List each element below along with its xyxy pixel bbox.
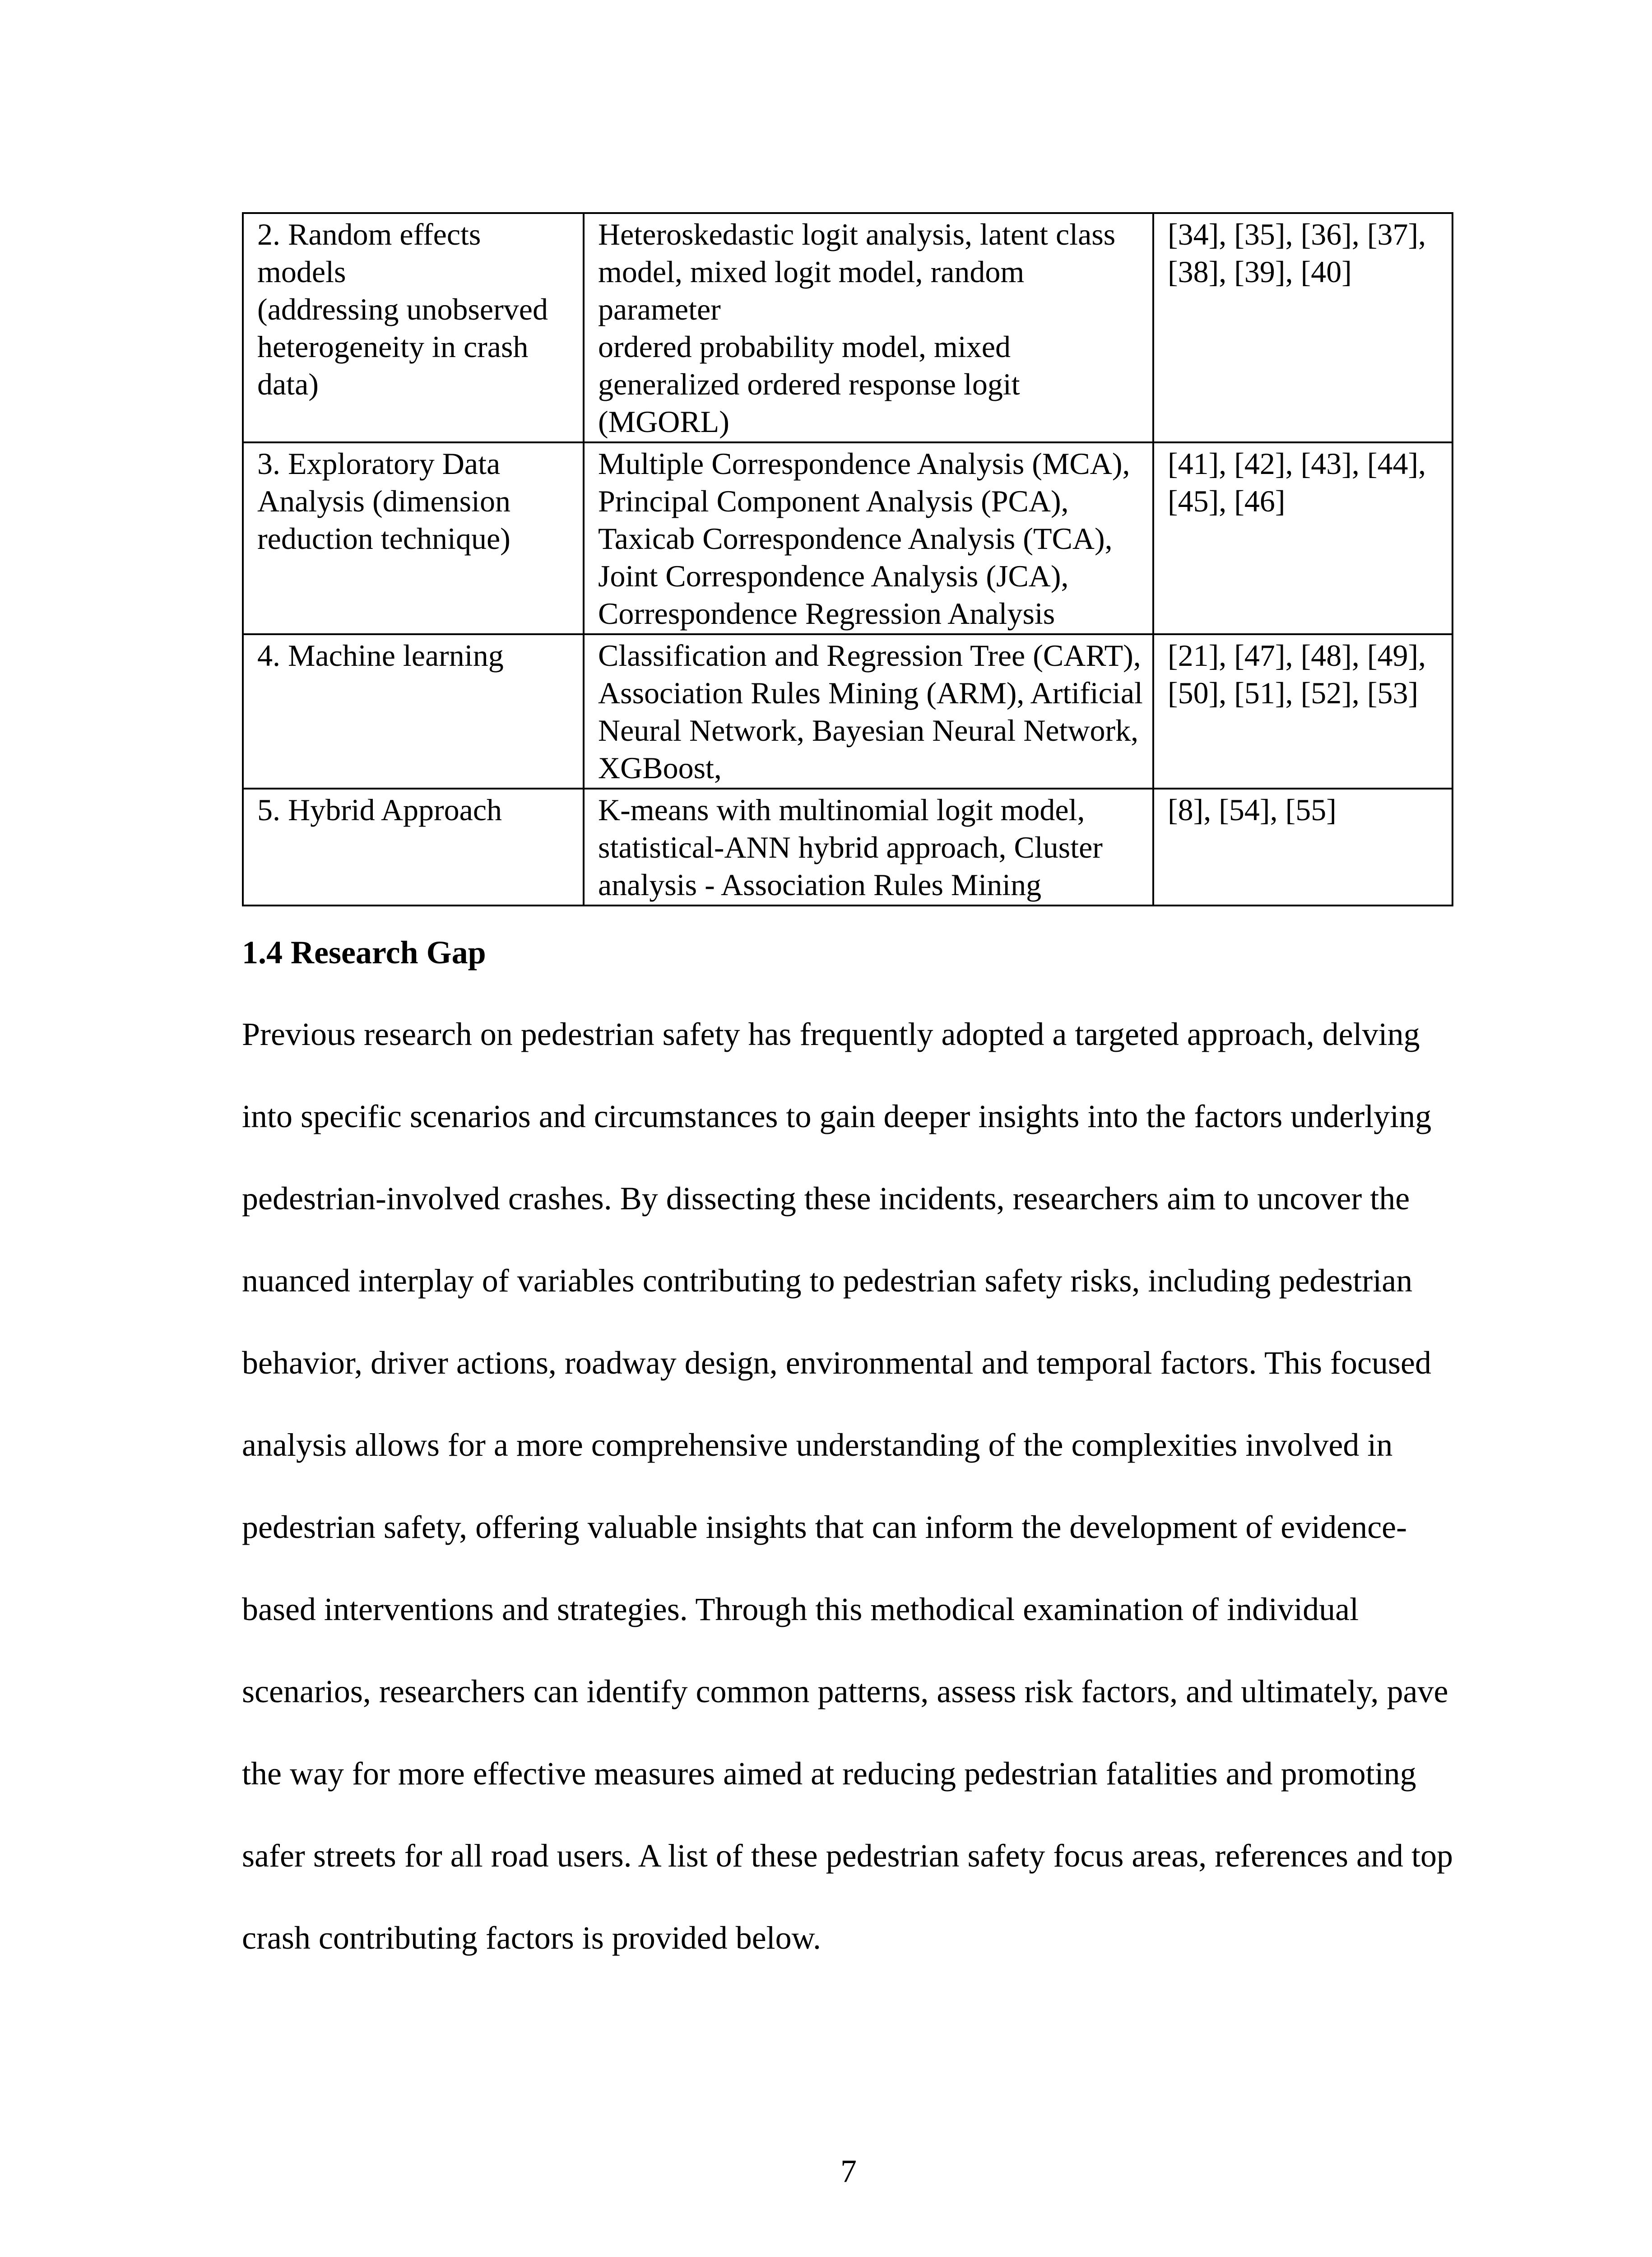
cell-line: Taxicab Correspondence Analysis (TCA),: [598, 521, 1113, 556]
table-row: [243, 442, 1452, 634]
cell-line: 3. Exploratory Data: [257, 446, 501, 481]
methods-cell: [584, 213, 1153, 442]
paragraph-line: behavior, driver actions, roadway design, environmental and temporal factors. This focused: [242, 1345, 1431, 1381]
paragraph-line: the way for more effective measures aimed at reducing pedestrian fatalities and promoting: [242, 1755, 1416, 1792]
cell-line: 4. Machine learning: [257, 638, 504, 673]
cell-line: [50], [51], [52], [53]: [1168, 676, 1419, 710]
paragraph-line: into specific scenarios and circumstances to gain deeper insights into the factors underlying: [242, 1098, 1432, 1134]
cell-line: statistical-ANN hybrid approach, Cluster: [598, 830, 1103, 864]
methods-cell: [584, 634, 1153, 789]
cell-line: Heteroskedastic logit analysis, latent class: [598, 217, 1116, 251]
paragraph-line: Previous research on pedestrian safety has frequently adopted a targeted approach, delving: [242, 1016, 1420, 1052]
references-cell: [1153, 442, 1452, 634]
methods-cell: [584, 442, 1153, 634]
table-row: [243, 789, 1452, 906]
cell-line: heterogeneity in crash: [257, 330, 529, 364]
cell-line: [34], [35], [36], [37],: [1168, 217, 1426, 251]
cell-line: [45], [46]: [1168, 484, 1285, 518]
cell-line: K-means with multinomial logit model,: [598, 793, 1085, 827]
paragraph-line: crash contributing factors is provided below.: [242, 1920, 821, 1956]
cell-line: Multiple Correspondence Analysis (MCA),: [598, 446, 1130, 481]
approach-cell: [243, 213, 584, 442]
paragraph-line: analysis allows for a more comprehensive understanding of the complexities involved in: [242, 1427, 1393, 1463]
cell-line: Correspondence Regression Analysis: [598, 596, 1055, 631]
cell-line: Neural Network, Bayesian Neural Network,: [598, 713, 1139, 748]
cell-line: Analysis (dimension: [257, 484, 510, 518]
approach-cell: [243, 442, 584, 634]
approach-cell: [243, 634, 584, 789]
cell-line: 2. Random effects models: [257, 217, 481, 289]
cell-line: ordered probability model, mixed: [598, 330, 1011, 364]
approach-cell: [243, 789, 584, 906]
cell-line: [21], [47], [48], [49],: [1168, 638, 1426, 673]
paragraph-line: pedestrian-involved crashes. By dissecting these incidents, researchers aim to uncover the: [242, 1180, 1410, 1217]
cell-line: [38], [39], [40]: [1168, 255, 1352, 289]
page-number: 7: [840, 2153, 857, 2189]
table-row: [243, 213, 1452, 442]
table-row: [243, 634, 1452, 789]
section-heading: 1.4 Research Gap: [242, 934, 486, 971]
cell-line: 5. Hybrid Approach: [257, 793, 502, 827]
cell-line: analysis - Association Rules Mining: [598, 868, 1042, 902]
cell-line: Joint Correspondence Analysis (JCA),: [598, 559, 1069, 593]
cell-line: [8], [54], [55]: [1168, 793, 1336, 827]
cell-line: Classification and Regression Tree (CART),: [598, 638, 1141, 673]
cell-line: (addressing unobserved: [257, 292, 548, 326]
paragraph-line: pedestrian safety, offering valuable insights that can inform the development of evidence-: [242, 1509, 1407, 1545]
cell-line: data): [257, 367, 319, 401]
cell-line: Association Rules Mining (ARM), Artificial: [598, 676, 1143, 710]
cell-line: model, mixed logit model, random parameter: [598, 255, 1025, 326]
paragraph-line: nuanced interplay of variables contributing to pedestrian safety risks, including pedestrian: [242, 1263, 1413, 1299]
references-cell: [1153, 634, 1452, 789]
cell-line: generalized ordered response logit: [598, 367, 1020, 401]
cell-line: (MGORL): [598, 404, 729, 439]
cell-line: Principal Component Analysis (PCA),: [598, 484, 1069, 518]
paragraph-line: based interventions and strategies. Through this methodical examination of individual: [242, 1591, 1359, 1627]
paragraph-line: scenarios, researchers can identify common patterns, assess risk factors, and ultimately, pave: [242, 1673, 1448, 1709]
paragraph-line: safer streets for all road users. A list of these pedestrian safety focus areas, references and top: [242, 1838, 1453, 1874]
cell-line: reduction technique): [257, 521, 510, 556]
methods-cell: [584, 789, 1153, 906]
methods-table: [242, 212, 1453, 906]
cell-line: XGBoost,: [598, 751, 722, 785]
references-cell: [1153, 213, 1452, 442]
references-cell: [1153, 789, 1452, 906]
cell-line: [41], [42], [43], [44],: [1168, 446, 1426, 481]
body-paragraph: [242, 1014, 1461, 2000]
